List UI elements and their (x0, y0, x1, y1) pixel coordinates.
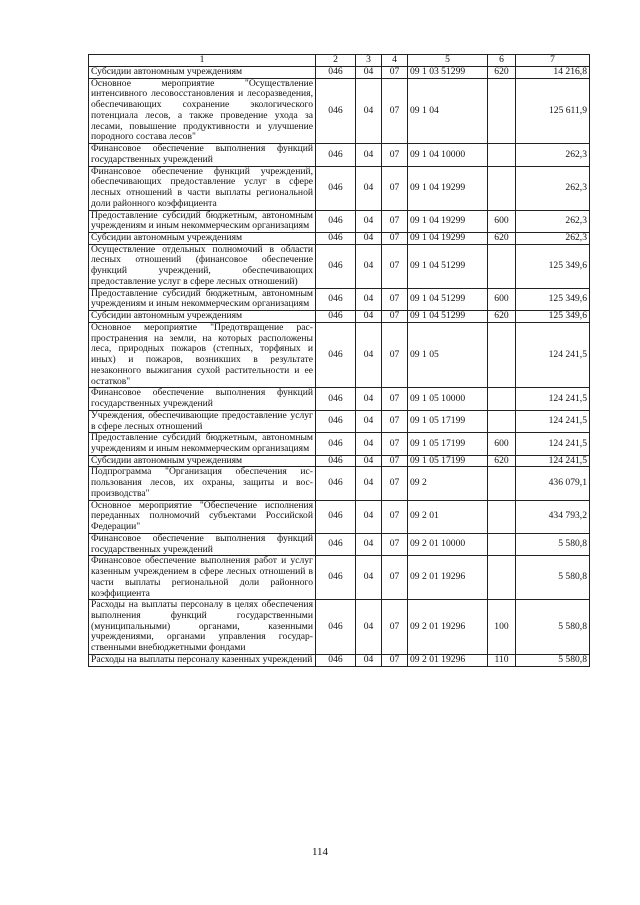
table-row (89, 144, 590, 166)
row-admin-code: 046 (316, 388, 356, 410)
table-row (89, 244, 590, 288)
row-subsection: 07 (382, 166, 408, 210)
row-target-code: 09 1 03 51299 (408, 67, 488, 79)
row-name: Предоставление субсидий бюджетным, автономным учреждениям и иным некоммерческим организациям (89, 288, 316, 310)
row-section: 04 (356, 67, 382, 79)
row-admin-code: 046 (316, 467, 356, 500)
row-target-code: 09 1 05 17199 (408, 433, 488, 455)
table-row (89, 166, 590, 210)
row-target-code: 09 1 04 19299 (408, 210, 488, 232)
row-expense-type (488, 78, 516, 143)
row-section: 04 (356, 467, 382, 500)
row-target-code: 09 2 01 19296 (408, 654, 488, 666)
table-row (89, 388, 590, 410)
table-row (89, 67, 590, 79)
row-subsection: 07 (382, 210, 408, 232)
row-admin-code: 046 (316, 654, 356, 666)
row-target-code: 09 1 05 17199 (408, 455, 488, 467)
col-header: 2 (316, 55, 356, 67)
row-admin-code: 046 (316, 67, 356, 79)
row-admin-code: 046 (316, 556, 356, 600)
row-amount: 262,3 (516, 166, 590, 210)
row-amount: 125 611,9 (516, 78, 590, 143)
row-section: 04 (356, 166, 382, 210)
row-target-code: 09 1 04 19299 (408, 233, 488, 245)
row-admin-code: 046 (316, 455, 356, 467)
row-expense-type: 620 (488, 233, 516, 245)
row-target-code: 09 1 04 19299 (408, 166, 488, 210)
row-name: Осуществление отдельных полномочий в области лесных отношений (финансовое обеспечение функций учреждений, обеспечивающих предоставление услуг в сфере лесных отношений) (89, 244, 316, 288)
row-expense-type: 620 (488, 67, 516, 79)
row-expense-type (488, 467, 516, 500)
row-amount: 14 216,8 (516, 67, 590, 79)
table-row (89, 311, 590, 323)
row-section: 04 (356, 654, 382, 666)
row-admin-code: 046 (316, 233, 356, 245)
row-subsection: 07 (382, 467, 408, 500)
row-expense-type (488, 410, 516, 432)
row-section: 04 (356, 144, 382, 166)
row-expense-type (488, 144, 516, 166)
row-amount: 5 580,8 (516, 600, 590, 655)
row-name: Финансовое обеспечение выполнения функций государственных учреждений (89, 144, 316, 166)
row-name: Финансовое обеспечение выполнения функций государственных учреждений (89, 533, 316, 555)
row-subsection: 07 (382, 233, 408, 245)
table-row (89, 233, 590, 245)
col-header: 3 (356, 55, 382, 67)
row-section: 04 (356, 600, 382, 655)
row-section: 04 (356, 311, 382, 323)
row-name: Расходы на выплаты персоналу в целях обеспечения выполнения функций государственными (муниципальными) органами, казенными учреждениями, органами управления государственными внебюджетными фондами (89, 600, 316, 655)
table-row (89, 288, 590, 310)
table-row (89, 600, 590, 655)
table-row (89, 533, 590, 555)
row-section: 04 (356, 433, 382, 455)
row-expense-type (488, 166, 516, 210)
row-name: Подпрограмма "Организация обеспечения использования лесов, их охраны, защиты и воспроизводства" (89, 467, 316, 500)
row-amount: 5 580,8 (516, 556, 590, 600)
row-section: 04 (356, 500, 382, 533)
table-row (89, 467, 590, 500)
row-amount: 124 241,5 (516, 433, 590, 455)
row-admin-code: 046 (316, 166, 356, 210)
row-expense-type: 620 (488, 455, 516, 467)
row-subsection: 07 (382, 67, 408, 79)
row-amount: 5 580,8 (516, 654, 590, 666)
row-section: 04 (356, 288, 382, 310)
row-target-code: 09 1 04 (408, 78, 488, 143)
row-name: Предоставление субсидий бюджетным, автономным учреждениям и иным некоммерческим организациям (89, 433, 316, 455)
row-admin-code: 046 (316, 144, 356, 166)
row-subsection: 07 (382, 533, 408, 555)
row-target-code: 09 1 05 10000 (408, 388, 488, 410)
col-header: 6 (488, 55, 516, 67)
row-amount: 124 241,5 (516, 455, 590, 467)
row-name: Финансовое обеспечение выполнения работ и услуг казенным учреждением в сфере лесных отношений в части выплаты региональной доли районного коэффициента (89, 556, 316, 600)
row-expense-type (488, 244, 516, 288)
row-name: Субсидии автономным учреждениям (89, 233, 316, 245)
row-subsection: 07 (382, 455, 408, 467)
row-amount: 125 349,6 (516, 311, 590, 323)
row-name: Субсидии автономным учреждениям (89, 67, 316, 79)
row-expense-type: 600 (488, 288, 516, 310)
row-subsection: 07 (382, 654, 408, 666)
table-row (89, 78, 590, 143)
row-amount: 125 349,6 (516, 244, 590, 288)
row-subsection: 07 (382, 244, 408, 288)
col-header: 7 (516, 55, 590, 67)
row-admin-code: 046 (316, 600, 356, 655)
row-admin-code: 046 (316, 533, 356, 555)
row-subsection: 07 (382, 410, 408, 432)
row-section: 04 (356, 244, 382, 288)
table-row (89, 455, 590, 467)
row-admin-code: 046 (316, 500, 356, 533)
row-admin-code: 046 (316, 410, 356, 432)
col-header: 4 (382, 55, 408, 67)
row-target-code: 09 1 04 51299 (408, 311, 488, 323)
row-amount: 124 241,5 (516, 410, 590, 432)
row-subsection: 07 (382, 322, 408, 387)
row-expense-type (488, 556, 516, 600)
row-subsection: 07 (382, 556, 408, 600)
row-amount: 262,3 (516, 233, 590, 245)
row-target-code: 09 1 05 (408, 322, 488, 387)
row-amount: 125 349,6 (516, 288, 590, 310)
row-expense-type: 110 (488, 654, 516, 666)
row-name: Основное мероприятие "Осуществление интенсивного лесовосстановления и лесоразведения, обеспечивающих сохранение экологического потенциала лесов, а также проведение ухода за лесами, повышение продуктивности и улучшение породного состава лесов" (89, 78, 316, 143)
row-subsection: 07 (382, 78, 408, 143)
header-row (89, 55, 590, 67)
row-expense-type: 600 (488, 210, 516, 232)
row-admin-code: 046 (316, 288, 356, 310)
row-expense-type: 600 (488, 433, 516, 455)
row-admin-code: 046 (316, 210, 356, 232)
page-number: 114 (311, 846, 329, 858)
row-subsection: 07 (382, 288, 408, 310)
row-target-code: 09 2 01 19296 (408, 556, 488, 600)
table-row (89, 210, 590, 232)
row-expense-type (488, 500, 516, 533)
row-name: Предоставление субсидий бюджетным, автономным учреждениям и иным некоммерческим организациям (89, 210, 316, 232)
row-target-code: 09 1 05 17199 (408, 410, 488, 432)
table-row (89, 322, 590, 387)
row-admin-code: 046 (316, 311, 356, 323)
row-target-code: 09 2 01 19296 (408, 600, 488, 655)
row-subsection: 07 (382, 433, 408, 455)
row-section: 04 (356, 556, 382, 600)
row-target-code: 09 2 (408, 467, 488, 500)
table-row (89, 556, 590, 600)
budget-table (88, 54, 590, 667)
row-subsection: 07 (382, 500, 408, 533)
row-expense-type (488, 533, 516, 555)
row-amount: 436 079,1 (516, 467, 590, 500)
row-admin-code: 046 (316, 78, 356, 143)
row-expense-type: 100 (488, 600, 516, 655)
row-name: Субсидии автономным учреждениям (89, 311, 316, 323)
row-name: Субсидии автономным учреждениям (89, 455, 316, 467)
row-name: Расходы на выплаты персоналу казенных учреждений (89, 654, 316, 666)
row-target-code: 09 1 04 51299 (408, 244, 488, 288)
row-amount: 124 241,5 (516, 388, 590, 410)
row-name: Учреждения, обеспечивающие предоставление услуг в сфере лесных отношений (89, 410, 316, 432)
row-section: 04 (356, 388, 382, 410)
row-section: 04 (356, 533, 382, 555)
row-subsection: 07 (382, 144, 408, 166)
row-subsection: 07 (382, 600, 408, 655)
row-amount: 124 241,5 (516, 322, 590, 387)
row-target-code: 09 2 01 (408, 500, 488, 533)
table-row (89, 410, 590, 432)
row-section: 04 (356, 455, 382, 467)
col-header: 1 (89, 55, 316, 67)
row-section: 04 (356, 233, 382, 245)
row-admin-code: 046 (316, 244, 356, 288)
row-expense-type (488, 322, 516, 387)
row-amount: 262,3 (516, 144, 590, 166)
row-section: 04 (356, 322, 382, 387)
row-expense-type (488, 388, 516, 410)
row-admin-code: 046 (316, 322, 356, 387)
row-expense-type: 620 (488, 311, 516, 323)
row-target-code: 09 1 04 51299 (408, 288, 488, 310)
table-row (89, 654, 590, 666)
row-name: Основное мероприятие "Предотвращение распространения на земли, на которых расположены леса, природных пожаров (степных, торфяных и иных) и пожаров, возникших в результате незаконного выжигания сухой растительности и ее остатков" (89, 322, 316, 387)
row-name: Основное мероприятие "Обеспечение исполнения переданных полномочий субъектами Российской Федерации" (89, 500, 316, 533)
row-section: 04 (356, 410, 382, 432)
row-amount: 262,3 (516, 210, 590, 232)
row-subsection: 07 (382, 388, 408, 410)
row-section: 04 (356, 210, 382, 232)
row-name: Финансовое обеспечение выполнения функций государственных учреждений (89, 388, 316, 410)
row-target-code: 09 1 04 10000 (408, 144, 488, 166)
row-amount: 434 793,2 (516, 500, 590, 533)
table-body (89, 67, 590, 667)
table-row (89, 500, 590, 533)
row-subsection: 07 (382, 311, 408, 323)
row-name: Финансовое обеспечение функций учреждений, обеспечивающих предоставление услуг в сфере лесных отношений в части выплаты региональной доли районного коэффициента (89, 166, 316, 210)
row-admin-code: 046 (316, 433, 356, 455)
row-amount: 5 580,8 (516, 533, 590, 555)
row-section: 04 (356, 78, 382, 143)
row-target-code: 09 2 01 10000 (408, 533, 488, 555)
col-header: 5 (408, 55, 488, 67)
table-row (89, 433, 590, 455)
